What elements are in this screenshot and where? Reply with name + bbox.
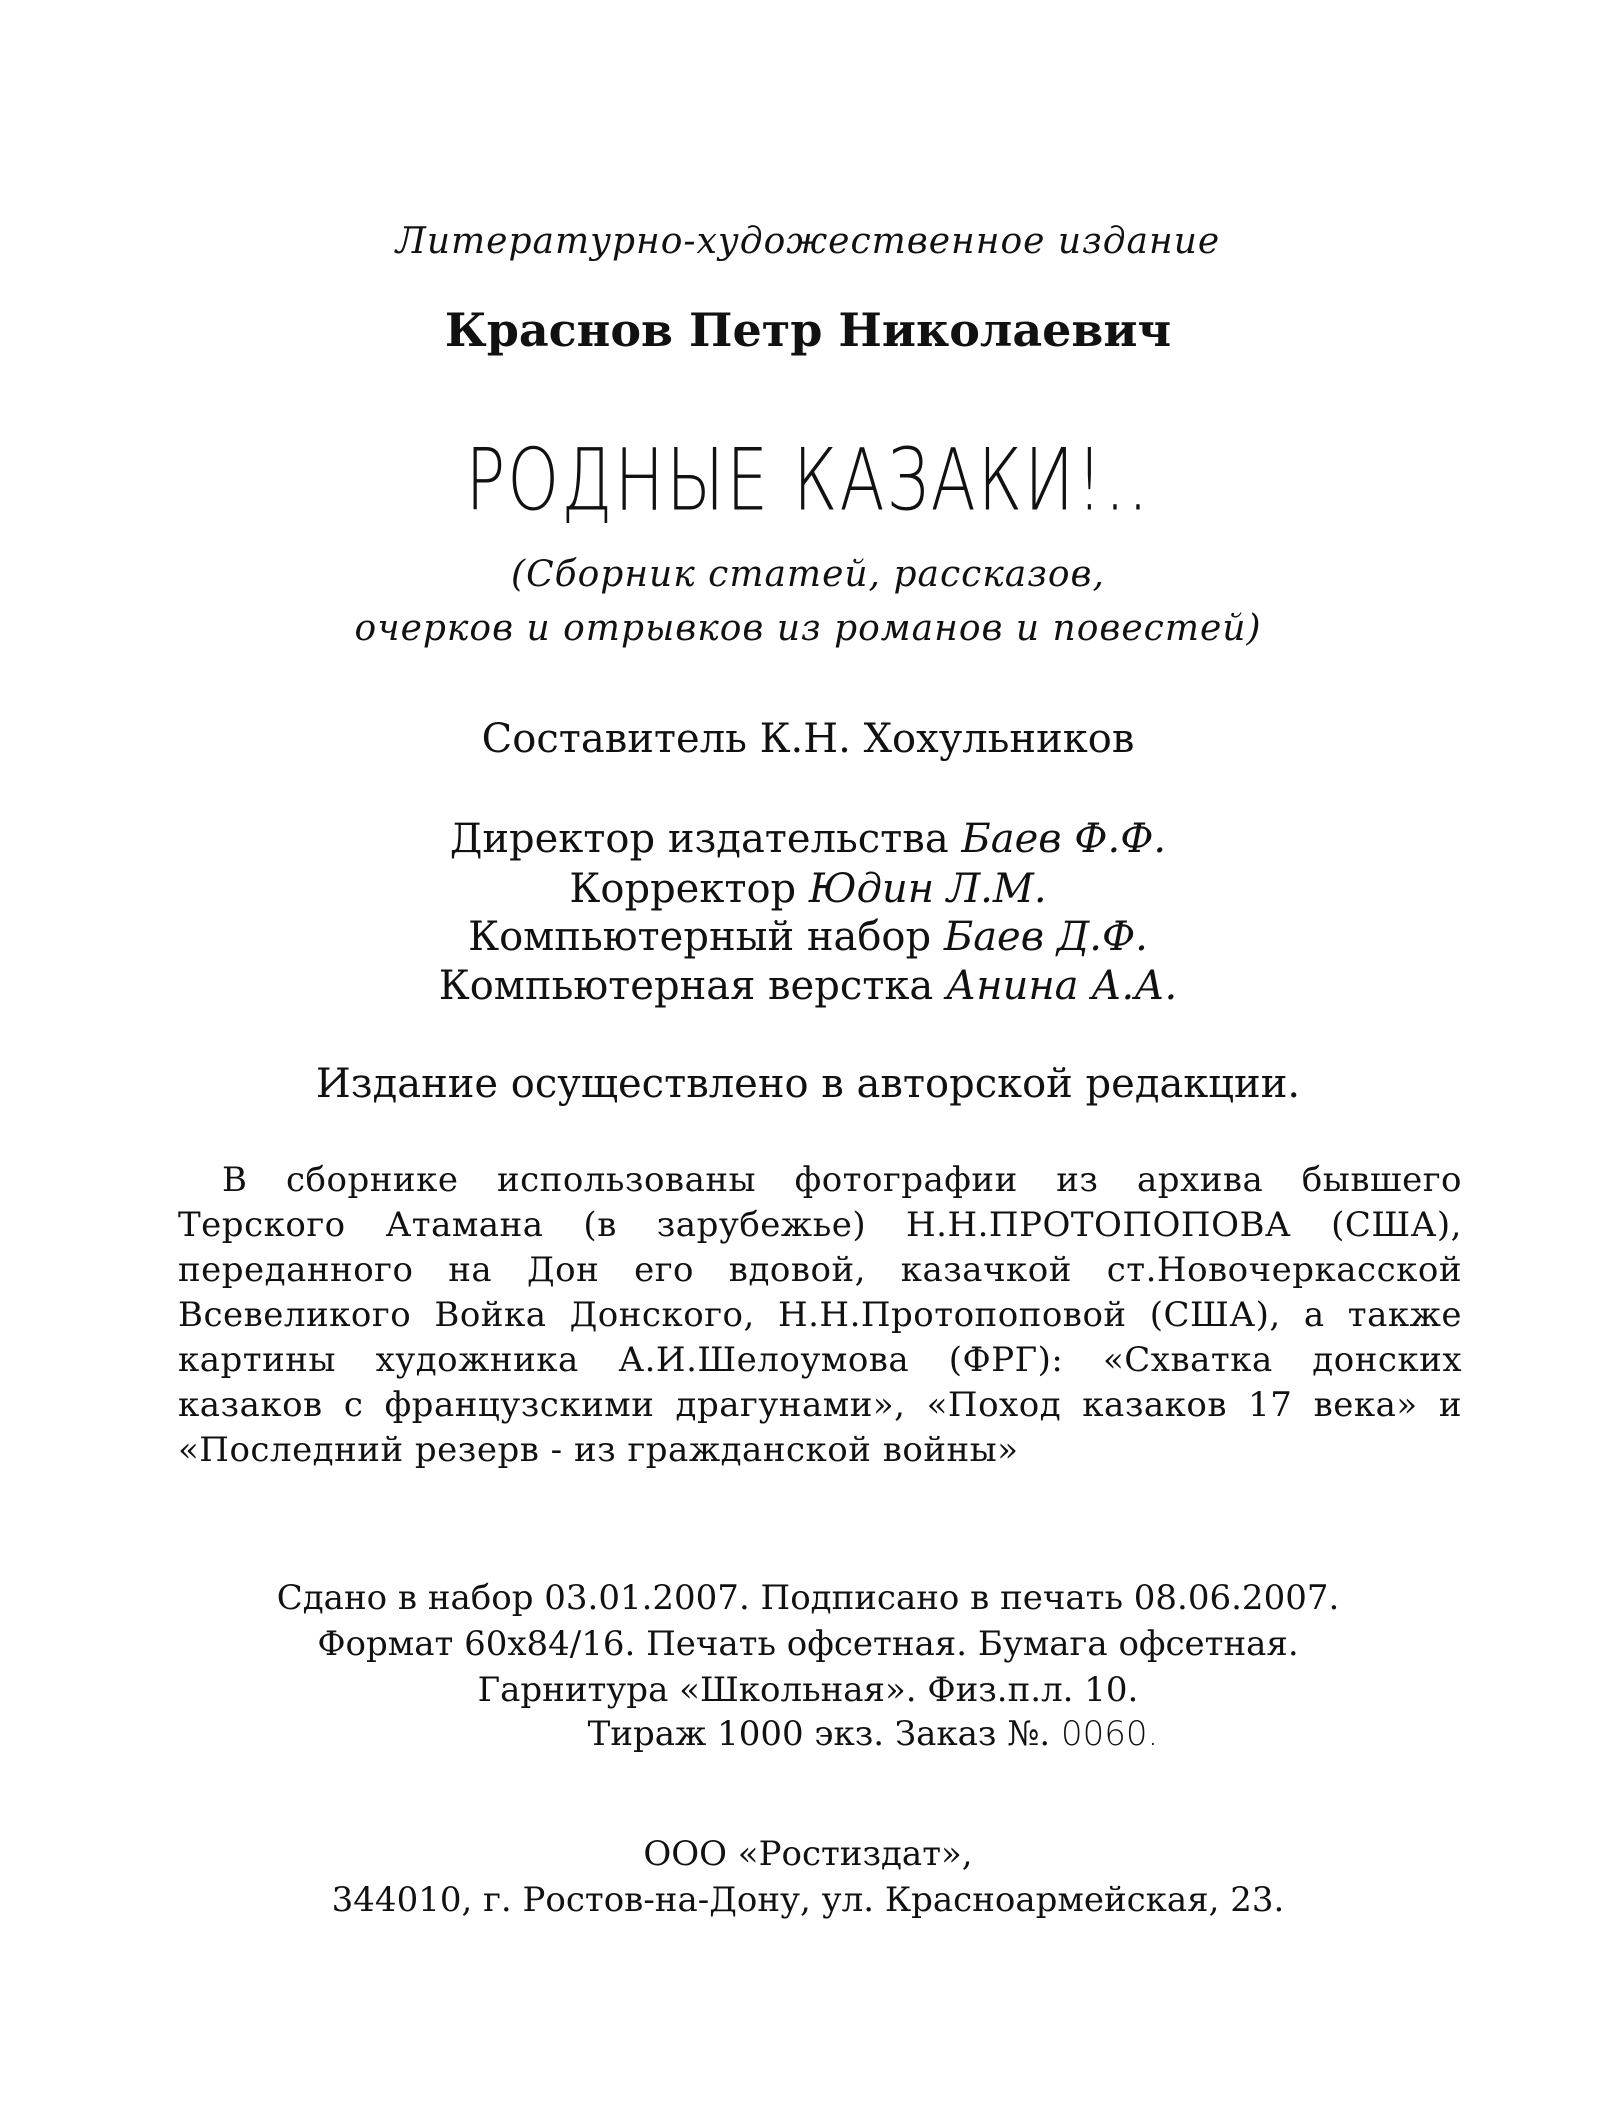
staff-proofreader <box>0 866 1616 912</box>
publisher-address: 344010, г. Ростов-на-Дону, ул. Красноармейская, 23. <box>331 1880 1285 1920</box>
staff-role: Компьютерная верстка <box>438 963 934 1009</box>
print-run-text: Тираж 1000 экз. Заказ №. <box>587 1714 1051 1754</box>
photo-credits-paragraph: В сборнике использованы фотографии из архива бывшего Терского Атамана (в зарубежье) Н.Н.ПРОТОПОПОВА (США), переданного на Дон его вдовой, казачкой ст.Новочеркасской Всевеликого Войка Донского, Н.Н.Протопоповой (США), а также картины художника А.И.Шелоумова (ФРГ): «Схватка донских казаков с французскими драгунами», «Поход казаков 17 века» и «Последний резерв - из гражданской войны» <box>178 1160 1462 1470</box>
staff-person: Баев Ф.Ф. <box>961 816 1167 862</box>
staff-person: Баев Д.Ф. <box>943 914 1148 960</box>
imprint-format: Формат 60x84/16. Печать офсетная. Бумага офсетная. <box>317 1624 1299 1664</box>
staff-typesetting <box>0 914 1616 960</box>
staff-role: Компьютерный набор <box>468 914 932 960</box>
staff-layout <box>0 963 1616 1009</box>
staff-director <box>0 816 1616 862</box>
book-title: РОДНЫЕ КАЗАКИ!.. <box>465 430 1151 531</box>
editorial-note: Издание осуществлено в авторской редакции. <box>315 1061 1301 1107</box>
imprint-typeface: Гарнитура «Школьная». Физ.п.л. 10. <box>477 1670 1139 1710</box>
publisher-name: ООО «Ростиздат», <box>643 1834 973 1874</box>
staff-role: Корректор <box>569 866 797 912</box>
staff-role: Директор издательства <box>449 816 949 862</box>
order-number: 0060. <box>1061 1714 1159 1754</box>
subtitle-line-1: (Сборник статей, рассказов, <box>511 554 1105 595</box>
edition-type: Литературно-художественное издание <box>395 221 1221 262</box>
staff-person: Анина А.А. <box>945 963 1178 1009</box>
imprint-print-run <box>0 1714 1616 1754</box>
staff-person: Юдин Л.М. <box>808 866 1047 912</box>
subtitle-line-2: очерков и отрывков из романов и повестей) <box>354 608 1262 649</box>
imprint-dates: Сдано в набор 03.01.2007. Подписано в печать 08.06.2007. <box>276 1578 1340 1618</box>
author-name: Краснов Петр Николаевич <box>444 303 1172 357</box>
compiler-credit: Составитель К.Н. Хохульников <box>481 716 1135 762</box>
